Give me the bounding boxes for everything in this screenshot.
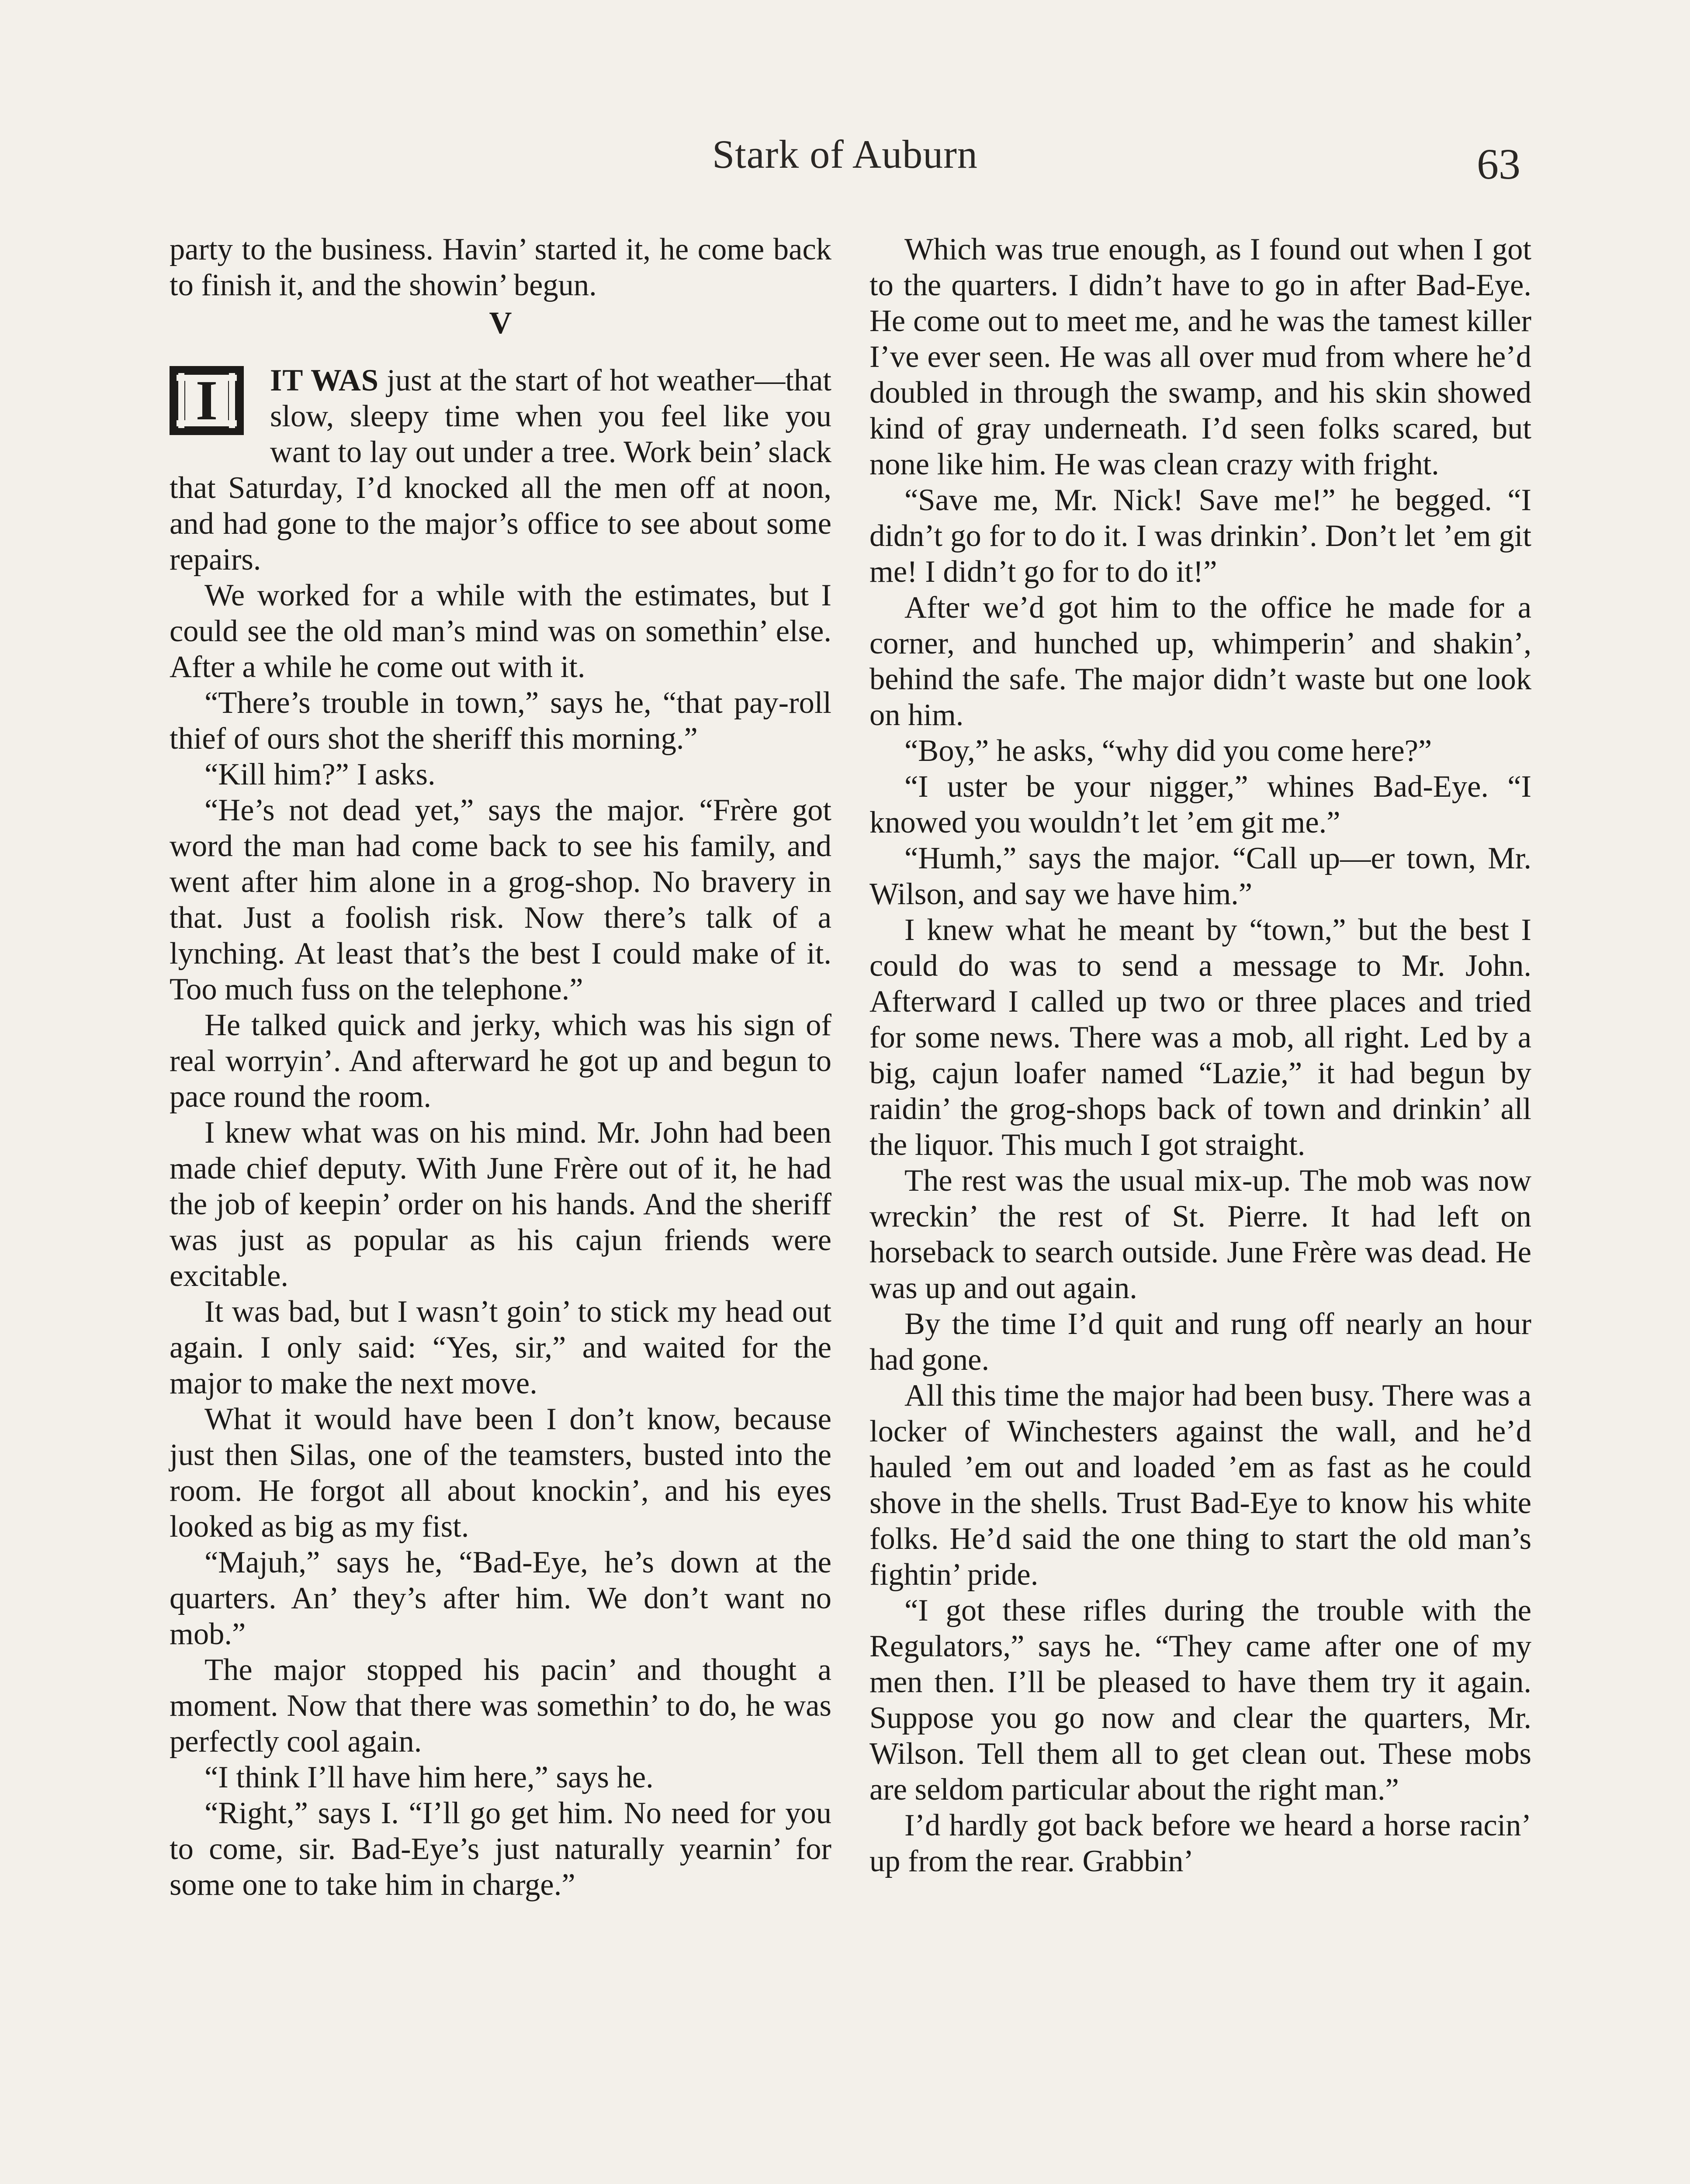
continuation-paragraph: party to the business. Havin’ started it, he come back to finish it, and the showin’ begun. bbox=[170, 232, 831, 302]
paragraph: “Kill him?” I asks. bbox=[204, 757, 436, 791]
paragraph: By the time I’d quit and rung off nearly an hour had gone. bbox=[869, 1307, 1531, 1377]
paragraph: He talked quick and jerky, which was his sign of real worryin’. And afterward he got up and begun to pace round the room. bbox=[170, 1008, 831, 1114]
opening-paragraph bbox=[170, 363, 831, 577]
paragraph: “Boy,” he asks, “why did you come here?” bbox=[904, 734, 1432, 768]
page-number: 63 bbox=[1477, 140, 1520, 188]
left-column bbox=[170, 232, 831, 1903]
ornamental-dropcap-icon bbox=[170, 366, 244, 435]
paragraph: “Humh,” says the major. “Call up—er town, Mr. Wilson, and say we have him.” bbox=[869, 841, 1531, 911]
opening-text: just at the start of hot weather—that slow, sleepy time when you feel like you want to lay out under a tree. Work bein’ slack that Saturday, I’d knocked all the men off at noon, and had gone to the major’s office to see about some repairs. bbox=[170, 363, 831, 577]
paragraph: I knew what was on his mind. Mr. John had been made chief deputy. With June Frère out of it, he had the job of keepin’ order on his hands. And the sheriff was just as popular as his cajun friends were excitable. bbox=[170, 1116, 831, 1293]
paragraph: “I think I’ll have him here,” says he. bbox=[204, 1760, 654, 1794]
right-column bbox=[869, 232, 1531, 1879]
paragraph: “There’s trouble in town,” says he, “that pay-roll thief of ours shot the sheriff this morning.” bbox=[170, 686, 831, 756]
paragraph: All this time the major had been busy. There was a locker of Winchesters against the wall, and he’d hauled ’em out and loaded ’em as fast as he could shove in the shells. Trust Bad-Eye to know his white folks. He’d said the one thing to start the old man’s fightin’ pride. bbox=[869, 1379, 1531, 1592]
paragraph: “Save me, Mr. Nick! Save me!” he begged. “I didn’t go for to do it. I was drinkin’. Don’t let ’em git me! I didn’t go for to do it!” bbox=[869, 483, 1531, 589]
paragraph: What it would have been I don’t know, because just then Silas, one of the teamsters, busted into the room. He forgot all about knockin’, and his eyes looked as big as my fist. bbox=[170, 1402, 831, 1544]
paragraph: “I uster be your nigger,” whines Bad-Eye. “I knowed you wouldn’t let ’em git me.” bbox=[869, 770, 1531, 840]
paragraph: “I got these rifles during the trouble with the Regulators,” says he. “They came after one of my men then. I’ll be pleased to have them try it again. Suppose you go now and clear the quarters, Mr. Wilson. Tell them all to get clean out. These mobs are seldom particular about the right man.” bbox=[869, 1593, 1531, 1807]
section-number: V bbox=[489, 305, 512, 340]
paragraph: The rest was the usual mix-up. The mob was now wreckin’ the rest of St. Pierre. It had left on horseback to search outside. June Frère was dead. He was up and out again. bbox=[869, 1164, 1531, 1305]
paragraph: I’d hardly got back before we heard a horse racin’ up from the rear. Grabbin’ bbox=[869, 1808, 1531, 1878]
paragraph: We worked for a while with the estimates, but I could see the old man’s mind was on somethin’ else. After a while he come out with it. bbox=[170, 578, 831, 684]
running-head: Stark of Auburn bbox=[712, 132, 978, 176]
paragraph: After we’d got him to the office he made for a corner, and hunched up, whimperin’ and shakin’, behind the safe. The major didn’t waste but one look on him. bbox=[869, 591, 1531, 732]
paragraph: The major stopped his pacin’ and thought a moment. Now that there was somethin’ to do, he was perfectly cool again. bbox=[170, 1653, 831, 1759]
paragraph: “He’s not dead yet,” says the major. “Frère got word the man had come back to see his family, and went after him alone in a grog-shop. No bravery in that. Just a foolish risk. Now there’s talk of a lynching. At least that’s the best I could make of it. Too much fuss on the telephone.” bbox=[170, 793, 831, 1006]
dropcap-letter: I bbox=[195, 369, 218, 432]
paragraph: “Majuh,” says he, “Bad-Eye, he’s down at the quarters. An’ they’s after him. We don’t want no mob.” bbox=[170, 1545, 831, 1651]
paragraph: Which was true enough, as I found out when I got to the quarters. I didn’t have to go in after Bad-Eye. He come out to meet me, and he was the tamest killer I’ve ever seen. He was all over mud from where he’d doubled in through the swamp, and his skin showed kind of gray underneath. I’d seen folks scared, but none like him. He was clean crazy with fright. bbox=[869, 232, 1531, 481]
paragraph: I knew what he meant by “town,” but the best I could do was to send a message to Mr. John. Afterward I called up two or three places and tried for some news. There was a mob, all right. Led by a big, cajun loafer named “Lazie,” it had begun by raidin’ the grog-shops back of town and drinkin’ all the liquor. This much I got straight. bbox=[869, 913, 1531, 1162]
paragraph: It was bad, but I wasn’t goin’ to stick my head out again. I only said: “Yes, sir,” and waited for the major to make the next move. bbox=[170, 1295, 831, 1400]
lead-caps: IT WAS bbox=[270, 363, 379, 397]
paragraph: “Right,” says I. “I’ll go get him. No need for you to come, sir. Bad-Eye’s just naturally yearnin’ for some one to take him in charge.” bbox=[170, 1796, 831, 1902]
